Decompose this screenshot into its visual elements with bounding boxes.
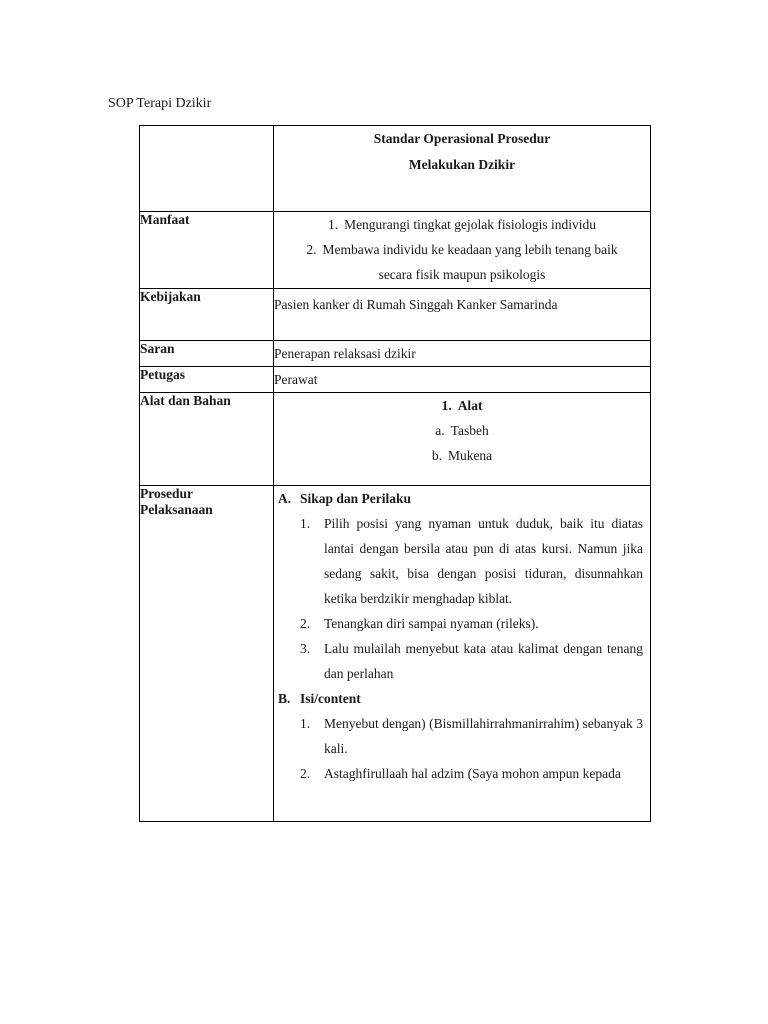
manfaat-row bbox=[140, 212, 651, 289]
manfaat-item-1 bbox=[274, 212, 650, 237]
manfaat-item-2 bbox=[274, 237, 650, 262]
alat-cell bbox=[274, 393, 651, 486]
section-a-step-2 bbox=[278, 611, 643, 636]
prosedur-label-line2: Pelaksanaan bbox=[140, 502, 213, 517]
section-a-step-2-num: 2. bbox=[300, 616, 311, 631]
section-a-step-1-text: Pilih posisi yang nyaman untuk duduk, baik itu diatas lantai dengan bersila atau pun di atas kursi. Namun jika sedang sakit, bisa dengan posisi tiduran, disunnahkan ketika berdzikir menghadap kiblat. bbox=[324, 516, 643, 606]
section-a-step-1-num: 1. bbox=[300, 516, 311, 531]
sop-table bbox=[139, 125, 651, 822]
section-b-step-2-text: Astaghfirullaah hal adzim (Saya mohon ampun kepada bbox=[324, 766, 621, 781]
section-b-step-1-text: Menyebut dengan) (Bismillahirrahmanirrahim) sebanyak 3 kali. bbox=[324, 716, 643, 756]
manfaat-item-2-num: 2. bbox=[306, 242, 317, 257]
prosedur-label bbox=[140, 486, 274, 822]
alat-item-b-text: Mukena bbox=[447, 448, 493, 463]
manfaat-cell bbox=[274, 212, 651, 289]
petugas-row bbox=[140, 367, 651, 393]
section-a-step-1 bbox=[278, 511, 643, 611]
prosedur-cell bbox=[274, 486, 651, 822]
alat-head bbox=[274, 393, 650, 418]
section-b-letter: B. bbox=[278, 691, 291, 706]
section-b-step-2 bbox=[278, 761, 643, 782]
alat-item-a-text: Tasbeh bbox=[450, 423, 489, 438]
manfaat-item-1-text: Mengurangi tingkat gejolak fisiologis individu bbox=[344, 217, 597, 232]
section-b-step-1 bbox=[278, 711, 643, 761]
alat-item-b bbox=[274, 443, 650, 468]
header-cell bbox=[274, 126, 651, 212]
alat-item-b-num: b. bbox=[431, 448, 442, 463]
manfaat-item-1-num: 1. bbox=[327, 217, 339, 232]
section-b-step-1-num: 1. bbox=[300, 716, 311, 731]
section-a-step-3-num: 3. bbox=[300, 641, 311, 656]
section-a-title: Sikap dan Perilaku bbox=[300, 491, 412, 506]
header-row bbox=[140, 126, 651, 212]
alat-label: Alat dan Bahan bbox=[140, 393, 274, 486]
section-b-step-2-num: 2. bbox=[300, 766, 311, 781]
petugas-value: Perawat bbox=[274, 367, 651, 393]
section-b-heading bbox=[278, 686, 643, 711]
section-a-step-3-text: Lalu mulailah menyebut kata atau kalimat dengan tenang dan perlahan bbox=[324, 641, 643, 681]
section-a-step-2-text: Tenangkan diri sampai nyaman (rileks). bbox=[324, 616, 539, 631]
section-a-heading bbox=[278, 486, 643, 511]
saran-value: Penerapan relaksasi dzikir bbox=[274, 341, 651, 367]
manfaat-item-2-cont: secara fisik maupun psikologis bbox=[378, 267, 546, 282]
section-a-letter: A. bbox=[278, 491, 292, 506]
petugas-label: Petugas bbox=[140, 367, 274, 393]
alat-row bbox=[140, 393, 651, 486]
prosedur-label-line1: Prosedur bbox=[140, 486, 193, 501]
alat-head-num: 1. bbox=[441, 398, 452, 413]
document-title: SOP Terapi Dzikir bbox=[108, 96, 212, 111]
section-a-step-3 bbox=[278, 636, 643, 686]
section-b-title: Isi/content bbox=[300, 691, 361, 706]
header-line1: Standar Operasional Prosedur bbox=[373, 131, 551, 146]
manfaat-label: Manfaat bbox=[140, 212, 274, 289]
saran-label: Saran bbox=[140, 341, 274, 367]
alat-item-a bbox=[274, 418, 650, 443]
kebijakan-label: Kebijakan bbox=[140, 289, 274, 341]
saran-row bbox=[140, 341, 651, 367]
prosedur-row bbox=[140, 486, 651, 822]
kebijakan-value: Pasien kanker di Rumah Singgah Kanker Samarinda bbox=[274, 289, 651, 341]
kebijakan-row bbox=[140, 289, 651, 341]
header-empty-cell bbox=[140, 126, 274, 212]
manfaat-item-2-text: Membawa individu ke keadaan yang lebih tenang baik bbox=[322, 242, 618, 257]
header-line2: Melakukan Dzikir bbox=[408, 157, 516, 172]
alat-head-text: Alat bbox=[457, 398, 483, 413]
alat-item-a-num: a. bbox=[435, 423, 445, 438]
